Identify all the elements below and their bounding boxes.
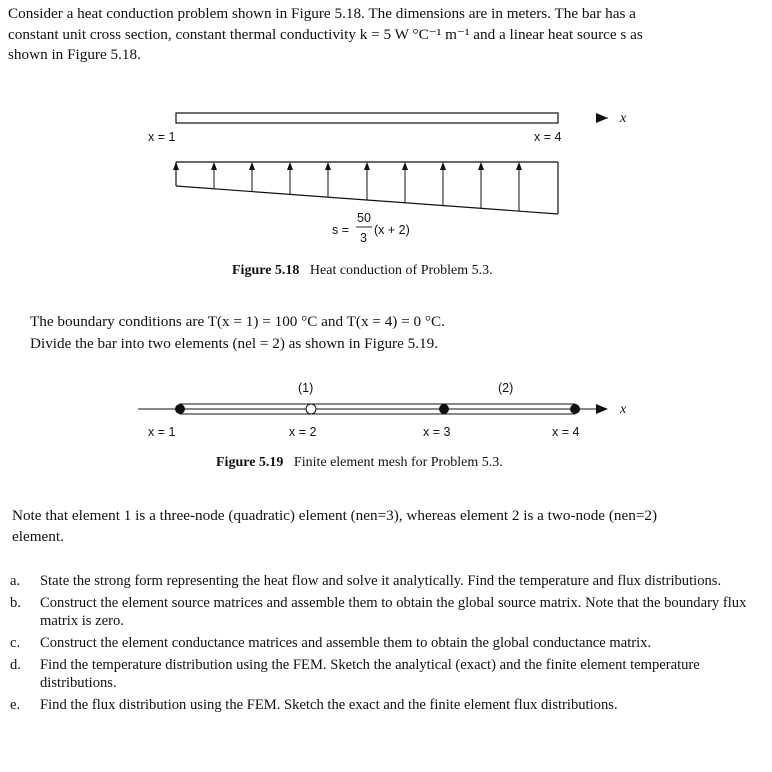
node-4 — [570, 404, 580, 414]
note-paragraph — [12, 506, 764, 547]
source-formula-prefix: s = — [332, 223, 350, 237]
note-line-2: element. — [12, 527, 64, 545]
node-3 — [439, 404, 449, 414]
task-text-b: Construct the element source matrices and assemble them to obtain the global source matrix. Note that the boundary flux matrix is zero. — [40, 595, 747, 629]
task-item-c — [10, 634, 760, 652]
task-text-e: Find the flux distribution using the FEM. Sketch the exact and the finite element flux distributions. — [40, 697, 618, 713]
task-text-c: Construct the element conductance matrices and assemble them to obtain the global conductance matrix. — [40, 635, 652, 651]
source-fraction-numerator: 50 — [357, 211, 371, 225]
node-label-3: x = 3 — [423, 425, 451, 439]
element-1-label: (1) — [298, 381, 314, 395]
x-axis-label: x — [620, 111, 627, 126]
node-2-midside — [306, 404, 316, 414]
task-item-a — [10, 572, 760, 590]
task-label-b: b. — [10, 595, 21, 611]
element-2-label: (2) — [498, 381, 514, 395]
mesh-axis-arrowhead — [596, 404, 608, 414]
source-fraction-denominator: 3 — [360, 231, 367, 245]
figure-5-19-caption — [216, 455, 503, 471]
task-item-e — [10, 696, 760, 714]
node-label-4: x = 4 — [552, 425, 580, 439]
node-label-1: x = 1 — [148, 425, 176, 439]
task-list — [10, 572, 760, 718]
task-item-d — [10, 656, 760, 692]
task-label-a: a. — [10, 573, 21, 589]
left-end-label: x = 1 — [148, 130, 176, 144]
task-label-c: c. — [10, 635, 21, 651]
task-text-a: State the strong form representing the heat flow and solve it analytically. Find the temperature and flux distributions. — [40, 573, 722, 589]
mesh-axis-label: x — [620, 402, 627, 417]
task-label-d: d. — [10, 657, 21, 673]
node-label-2: x = 2 — [289, 425, 317, 439]
boundary-conditions-line: The boundary conditions are T(x = 1) = 100 °C and T(x = 4) = 0 °C. — [30, 313, 445, 330]
right-end-label: x = 4 — [534, 130, 562, 144]
figure-5-19-number: Figure 5.19 — [216, 455, 284, 470]
figure-5-19-caption-text: Finite element mesh for Problem 5.3. — [293, 455, 503, 470]
figure-5-18-caption-text: Heat conduction of Problem 5.3. — [309, 263, 493, 278]
note-line-1: Note that element 1 is a three-node (quadratic) element (nen=3), whereas element 2 is a two-node (nen=2) — [12, 507, 658, 524]
task-item-b — [10, 594, 760, 630]
divide-elements-line: Divide the bar into two elements (nel = 2) as shown in Figure 5.19. — [30, 335, 439, 352]
figure-5-18-number: Figure 5.18 — [232, 263, 300, 278]
source-formula-suffix: (x + 2) — [374, 223, 410, 237]
task-label-e: e. — [10, 697, 21, 713]
intro-line-2: constant unit cross section, constant thermal conductivity k = 5 W °C⁻¹ m⁻¹ and a linear heat source s as — [8, 25, 643, 43]
intro-line-1: Consider a heat conduction problem shown in Figure 5.18. The dimensions are in meters. The bar has a — [8, 5, 636, 22]
intro-line-3: shown in Figure 5.18. — [8, 46, 141, 63]
node-1 — [175, 404, 185, 414]
task-text-d: Find the temperature distribution using the FEM. Sketch the analytical (exact) and the finite element temperature distributions. — [40, 657, 700, 691]
